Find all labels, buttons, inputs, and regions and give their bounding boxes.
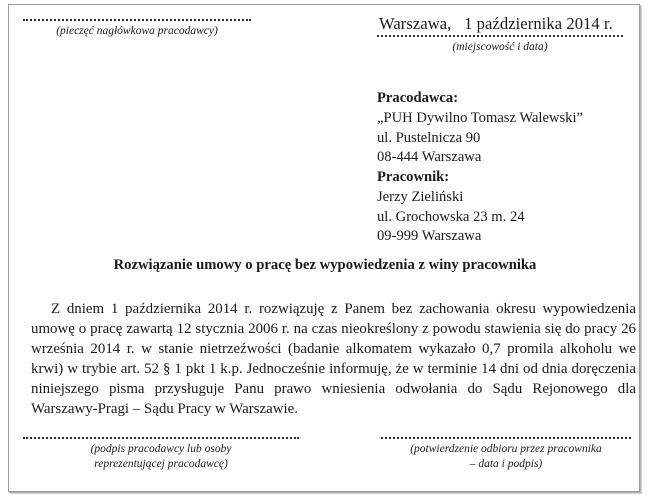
employee-receipt-caption-line-1: (potwierdzenie odbioru przez pracownika xyxy=(410,443,602,455)
employer-signature-caption-line-1: (podpis pracodawcy lub osoby xyxy=(90,443,232,455)
document-page xyxy=(8,4,640,492)
employee-address-line-3: 09-999 Warszawa xyxy=(377,228,482,245)
employer-signature-field xyxy=(23,437,299,471)
signature-row xyxy=(9,437,641,489)
employee-address-line-1: Jerzy Zieliński xyxy=(377,188,464,205)
place-date-dotted-line xyxy=(377,35,623,37)
address-block xyxy=(377,89,637,247)
employer-stamp-caption: (pieczęć nagłówkowa pracodawcy) xyxy=(56,25,218,37)
place-date-field xyxy=(377,15,627,55)
employee-label: Pracownik: xyxy=(377,169,450,186)
employer-address-line-3: 08-444 Warszawa xyxy=(377,149,482,166)
employer-address-line-2: ul. Pustelnicza 90 xyxy=(377,129,481,146)
document-title: Rozwiązanie umowy o pracę bez wypowiedzenia z winy pracownika xyxy=(113,257,537,273)
employee-receipt-caption xyxy=(381,442,631,471)
employer-stamp-field xyxy=(23,19,273,39)
document-header xyxy=(9,15,641,73)
employer-signature-caption xyxy=(23,442,299,471)
employer-address-line-1: „PUH Dywilno Tomasz Walewski” xyxy=(377,109,584,126)
employee-receipt-dotted-line xyxy=(381,437,631,439)
employer-signature-dotted-line xyxy=(23,437,299,439)
employer-signature-caption-line-2: reprezentującej pracodawcę) xyxy=(94,457,228,470)
employee-address-line-2: ul. Grochowska 23 m. 24 xyxy=(377,208,525,225)
employee-receipt-caption-line-2: – data i podpis) xyxy=(469,457,543,470)
employer-label: Pracodawca: xyxy=(377,90,459,106)
place-date-value: Warszawa, 1 października 2014 r. xyxy=(379,14,613,33)
place-date-caption: (miejscowość i data) xyxy=(452,40,548,53)
document-body xyxy=(31,299,636,419)
termination-paragraph: Z dniem 1 października 2014 r. rozwiązuję z Panem bez zachowania okresu wypowiedzenia umowę o pracę zawartą 12 stycznia 2006 r. na czas nieokreślony z powodu stawienia się do pracy 26 września 2014 r. w stanie nietrzeźwości (badanie alkomatem wykazało 0,7 promila alkoholu we krwi) w trybie art. 52 § 1 pkt 1 k.p. Jednocześnie informuję, że w terminie 14 dni od dnia doręczenia niniejszego pisma przysługuje Panu prawo wniesienia odwołania do Sądu Rejonowego dla Warszawy-Pragi – Sądu Pracy w Warszawie. xyxy=(31,301,636,418)
employer-stamp-dotted-line xyxy=(23,19,251,21)
employee-receipt-field xyxy=(381,437,631,471)
